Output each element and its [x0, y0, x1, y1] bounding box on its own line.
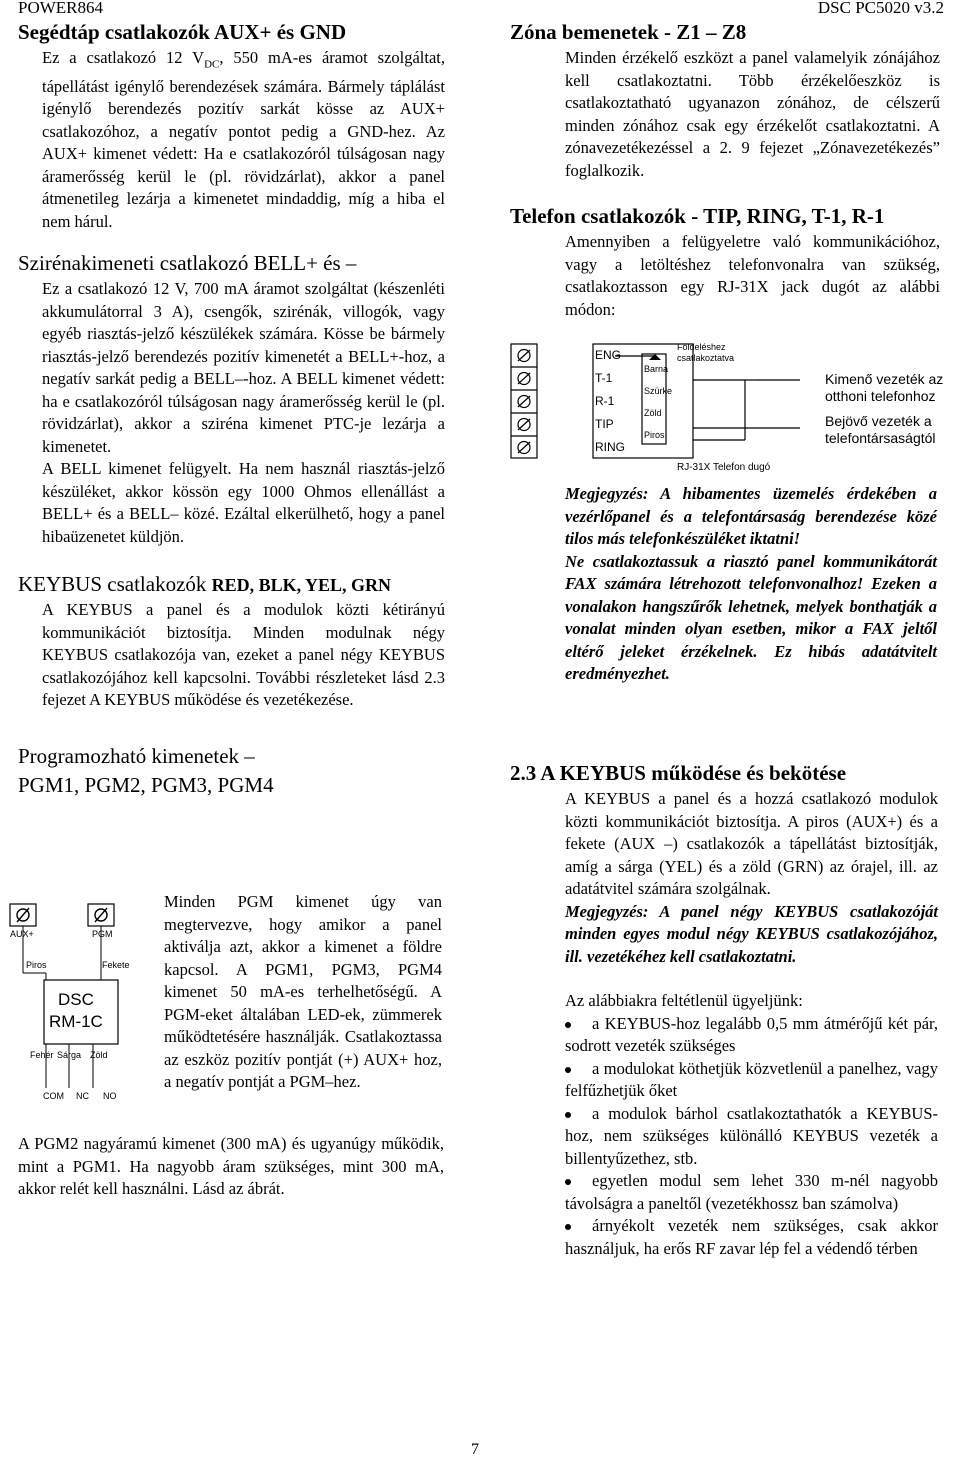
tel-notes — [565, 483, 937, 686]
sarga-label: Sárga — [57, 1050, 82, 1060]
rm-label: RM-1C — [49, 1012, 103, 1031]
out-line-label-2: otthoni telefonhoz — [825, 388, 936, 404]
kb-body: A KEYBUS a panel és a hozzá csatlakozó modulok közti kommunikációt biztosítja. A piros (AUX+) és a fekete (AUX –) csatlakozók a tápellátást biztosítják, amíg a sárga (YEL) és a zöld (GRN) az órajel, ill. az adatátvitel számára szolgálnak. — [565, 789, 938, 898]
feher-label: Fehér — [30, 1050, 54, 1060]
header-right: DSC PC5020 v3.2 — [817, 0, 944, 17]
right-column — [510, 20, 940, 321]
aux-title: Segédtáp csatlakozók AUX+ és GND — [18, 20, 347, 44]
kb-title: 2.3 A KEYBUS működése és bekötése — [510, 761, 847, 785]
telephone-diagram — [505, 340, 955, 480]
kb-note: Megjegyzés: A panel négy KEYBUS csatlakozóját minden egyes modul négy KEYBUS csatlakozójához, ill. vezetékéhez kell csatlakoztatni. — [565, 901, 938, 966]
wire-barna: Barna — [644, 364, 669, 374]
zone-title: Zóna bemenetek - Z1 – Z8 — [510, 20, 747, 44]
tel-title: Telefon csatlakozók - TIP, RING, T-1, R-1 — [510, 204, 885, 228]
wire-zold: Zöld — [644, 408, 662, 418]
fekete-label: Fekete — [102, 960, 130, 970]
rj31x-label: RJ-31X Telefon dugó — [677, 462, 771, 473]
list-item: egyetlen modul sem lehet 330 m-nél nagyobb távolságra a paneltől (vezetékhossz ban számolva) — [565, 1171, 938, 1213]
zone-body: Minden érzékelő eszközt a panel valamelyik zónájához kell csatlakoztatni. Több érzékelőeszköz is csatlakoztatható ugyanazon zónához, de célszerű minden zónához csak egy érzékelőt csatlakoztatni. A zónavezetékezéssel a 2. 9 fejezet „Zónavezetékezés” foglalkozik. — [565, 48, 940, 180]
ground-label-1: Földeléshez — [677, 342, 726, 352]
pgm-body2: A PGM2 nagyáramú kimenet (300 mA) és ugyanúgy működik, mint a PGM1. Ha nagyobb áram szükséges, mint 300 mA, akkor relét kell használni. Lásd az ábrát. — [18, 1134, 444, 1198]
com-label: COM — [43, 1091, 64, 1101]
keybus-title: KEYBUS csatlakozók RED, BLK, YEL, GRN — [18, 572, 391, 597]
out-line-label-1: Kimenő vezeték az — [825, 371, 944, 387]
left-column — [18, 20, 445, 798]
ground-label-2: csatlakoztatva — [677, 353, 735, 363]
aux-label: AUX+ — [10, 929, 34, 939]
zold-label: Zöld — [90, 1050, 108, 1060]
tel-note-2: Ne csatlakoztassuk a riasztó panel kommunikátorát FAX számára létrehozott telefonvonalhoz! Ezeken a vonalakon hangszűrők lehetnek, melyek bonthatják a vonalat minden olyan esetben, mikor a FAX jeltől eltérő jeleket érzékelnek. Ez hibás adatátvitelt eredményezhet. — [565, 551, 937, 683]
keybus-body: A KEYBUS a panel és a modulok közti kétirányú kommunikációt biztosítja. Minden modulnak négy KEYBUS csatlakozója van, ezeket a panel négy KEYBUS csatlakozójához kell kapcsolni. További részleteket lásd 2.3 fejezet A KEYBUS működése és vezetékezése. — [42, 600, 445, 710]
bell-body2: A BELL kimenet felügyelt. Ha nem használ riasztás-jelző készüléket, akkor kössön egy 1000 Ohmos ellenállást a BELL+ és a BELL– közé. Ezáltal elkerülhető, hogy a panel hibaüzenetet küldjön. — [42, 459, 445, 546]
pgm-title-1: Programozható kimenetek – — [18, 743, 255, 768]
wire-szurke: Szürke — [644, 386, 673, 396]
in-line-label-1: Bejövő vezeték a — [825, 413, 932, 429]
list-item: a modulok bárhol csatlakoztathatók a KEYBUS-hoz, nem szükséges különálló KEYBUS vezeték a billentyűzethez, stb. — [565, 1103, 938, 1168]
piros-label: Piros — [26, 960, 47, 970]
dsc-label: DSC — [58, 990, 94, 1009]
terminal-ring: RING — [595, 440, 625, 454]
terminal-eng: ENG — [595, 348, 622, 362]
page-number: 7 — [471, 1441, 479, 1458]
kb-bullet-list — [565, 1013, 938, 1261]
pgm-body: Minden PGM kimenet úgy van megtervezve, hogy amikor a panel aktiválja azt, akkor a kimenet a földre kapcsol. A PGM1, PGM3, PGM4 kimenet 50 mA-es terhelhetőségű. A PGM-eket általában LED-ek, zümmerek működtetésére használják. Csatlakoztassa az eszköz pozitív pontját (+) AUX+ hoz, a negatív pontját a PGM–hez. — [164, 892, 442, 1091]
list-item: a KEYBUS-hoz legalább 0,5 mm átmérőjű két pár, sodrott vezeték szükséges — [565, 1013, 938, 1055]
aux-body: Ez a csatlakozó 12 $V_{DC}$, 550 mA-es áramot szolgáltat, tápellátást igénylő berendezések számára. Bármely táplálást igénylő berendezés pozitív sarkát kösse az AUX+ csatlakozóhoz, a negatív pontot pedig a GND-hez. Az AUX+ kimenet védett: Ha e csatlakozóról túlságosan nagy áramerősség kerül le (pl. rövidzárlat), akkor a panel átmenetileg lezárja a kimenetet mindaddig, míg a hiba el nem hárul. — [42, 48, 446, 231]
pgm-title-2: PGM1, PGM2, PGM3, PGM4 — [18, 772, 274, 797]
list-item: árnyékolt vezeték nem szükséges, csak akkor használjuk, ha erős RF zavar lép fel a védendő térben — [565, 1216, 938, 1258]
no-label: NO — [103, 1091, 117, 1101]
pgm-relay-diagram — [6, 898, 156, 1108]
bell-body: Ez a csatlakozó 12 V, 700 mA áramot szolgáltat (készenléti akkumulátorral 3 A), csengők, szirénák, villogók, vagy egyéb riasztás-jelző készülékek számára. Kösse be bármely riasztás-jelző berendezés pozitív kimenetét a BELL+-hoz, a negatív sarkát pedig a BELL–-hoz. A BELL kimenet védett: ha e csatlakozóról túlságosan nagy áramerősség kerül le (pl. rövidzárlat), akkor a sziréna kimenet PTC-je lezárja a kimenetet. — [42, 279, 445, 456]
header-left: POWER864 — [18, 0, 103, 17]
keybus-section — [510, 761, 938, 1260]
tel-body: Amennyiben a felügyeletre való kommunikációhoz, vagy a letöltéshez telefonvonalra van szükség, csatlakoztasson egy RJ-31X jack dugót az alábbi módon: — [565, 232, 940, 319]
terminal-t1: T-1 — [595, 371, 613, 385]
list-item: a modulokat köthetjük közvetlenül a panelhez, vagy felfűzhetjük őket — [565, 1058, 938, 1100]
terminal-tip: TIP — [595, 417, 614, 431]
bell-title: Szirénakimeneti csatlakozó BELL+ és – — [18, 251, 357, 276]
terminal-r1: R-1 — [595, 394, 615, 408]
kb-lead: Az alábbiakra feltétlenül ügyeljünk: — [565, 991, 803, 1010]
nc-label: NC — [76, 1091, 89, 1101]
tel-note-1: Megjegyzés: A hibamentes üzemelés érdekében a vezérlőpanel és a telefontársaság berendezése közé tilos más telefonkészüléket iktatni! — [565, 484, 937, 548]
pgm-label: PGM — [92, 929, 113, 939]
wire-piros: Piros — [644, 430, 665, 440]
in-line-label-2: telefontársaságtól — [825, 430, 936, 446]
